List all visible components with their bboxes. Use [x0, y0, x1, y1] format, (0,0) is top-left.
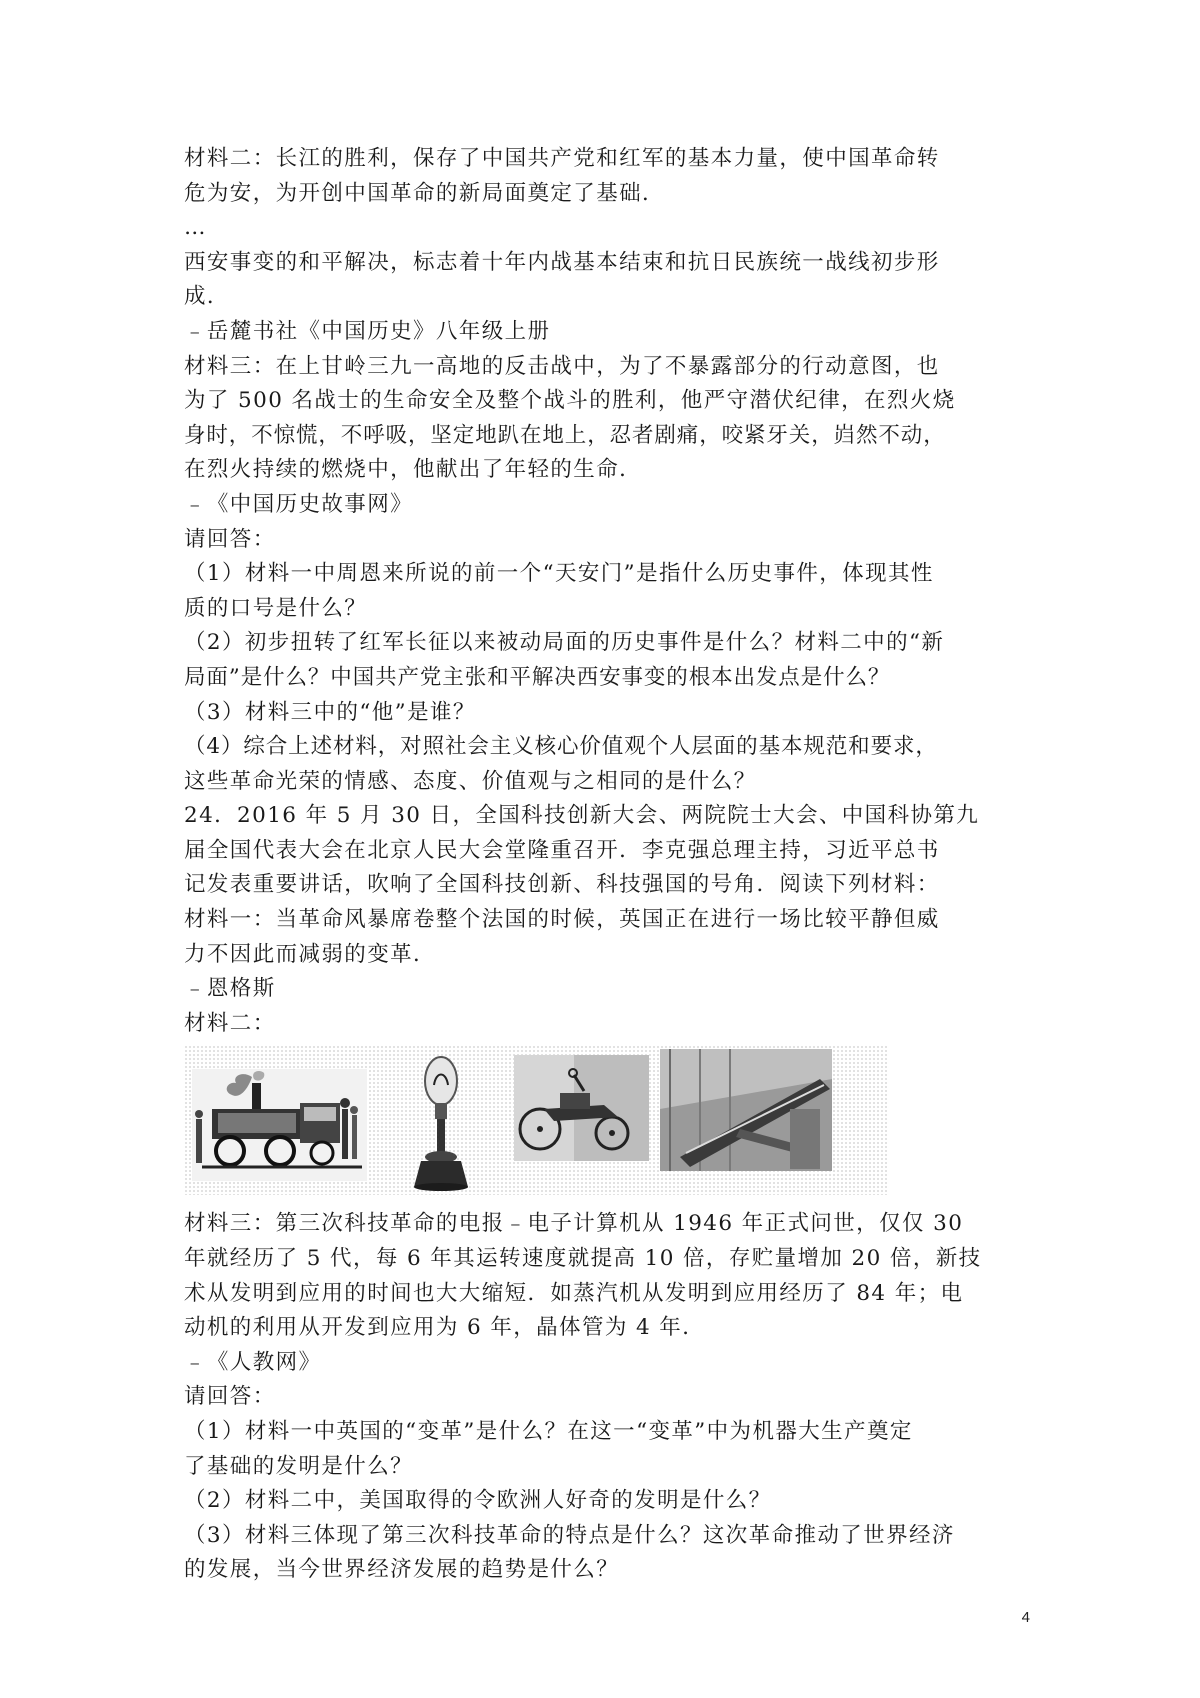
sub-question: （1）材料一中英国的“变革”是什么？在这一“变革”中为机器大生产奠定 — [184, 1419, 913, 1444]
sub-question: （4）综合上述材料，对照社会主义核心价值观个人层面的基本规范和要求， — [184, 734, 938, 760]
text-line: 材料三：在上甘岭三九一高地的反击战中，为了不暴露部分的行动意图，也 — [184, 353, 940, 379]
airplane-illustration — [660, 1049, 832, 1171]
text-line: 材料一：当革命风暴席卷整个法国的时候，英国正在进行一场比较平静但威 — [184, 907, 940, 933]
source-citation: ﹣《中国历史故事网》 — [184, 491, 414, 517]
question-prompt: 请回答： — [184, 1384, 276, 1410]
light-bulb-illustration — [406, 1051, 476, 1193]
text-line: 在烈火持续的燃烧中，他献出了年轻的生命． — [184, 457, 643, 483]
text-line: 记发表重要讲话，吹响了全国科技创新、科技强国的号角．阅读下列材料： — [184, 872, 940, 898]
sub-question: 质的口号是什么？ — [184, 595, 368, 621]
text-line: 年就经历了 5 代，每 6 年其运转速度就提高 10 倍，存贮量增加 20 倍，新技 — [184, 1246, 982, 1272]
sub-question: （1）材料一中周恩来所说的前一个“天安门”是指什么历史事件，体现其性 — [184, 561, 934, 587]
steam-locomotive-illustration — [192, 1069, 367, 1181]
text-line: 力不因此而减弱的变革． — [184, 941, 436, 967]
text-line: … — [184, 215, 207, 241]
sub-question: （2）初步扭转了红军长征以来被动局面的历史事件是什么？材料二中的“新 — [184, 630, 945, 656]
text-line: 身时，不惊慌，不呼吸，坚定地趴在地上，忍者剧痛，咬紧牙关，岿然不动， — [184, 422, 946, 448]
text-line: 材料二：长江的胜利，保存了中国共产党和红军的基本力量，使中国革命转 — [184, 146, 940, 171]
sub-question: （2）材料二中，美国取得的令欧洲人好奇的发明是什么？ — [184, 1488, 772, 1514]
text-line: 材料二： — [184, 1010, 276, 1036]
sub-question: 局面”是什么？中国共产党主张和平解决西安事变的根本出发点是什么？ — [184, 664, 891, 690]
sub-question: （3）材料三中的“他”是谁？ — [184, 699, 476, 725]
source-citation: ﹣岳麓书社《中国历史》八年级上册 — [184, 318, 551, 344]
text-line: 动机的利用从开发到应用为 6 年，晶体管为 4 年． — [184, 1315, 706, 1341]
sub-question: 的发展，当今世界经济发展的趋势是什么？ — [184, 1557, 620, 1583]
question-24-header: 24．2016 年 5 月 30 日，全国科技创新大会、两院院士大会、中国科协第九 — [184, 803, 980, 829]
sub-question: 这些革命光荣的情感、态度、价值观与之相同的是什么？ — [184, 768, 757, 794]
text-line: 届全国代表大会在北京人民大会堂隆重召开．李克强总理主持，习近平总书 — [184, 837, 940, 863]
text-line: 危为安，为开创中国革命的新局面奠定了基础． — [184, 180, 665, 206]
sub-question: 了基础的发明是什么？ — [184, 1453, 414, 1479]
early-automobile-illustration — [514, 1055, 649, 1161]
page-content — [184, 142, 1018, 1588]
question-prompt: 请回答： — [184, 526, 276, 552]
source-citation: ﹣《人教网》 — [184, 1349, 322, 1375]
page-number: 4 — [1021, 1609, 1030, 1626]
text-line: 材料三：第三次科技革命的电报﹣电子计算机从 1946 年正式问世，仅仅 30 — [184, 1211, 964, 1237]
text-line: 成． — [184, 284, 230, 310]
sub-question: （3）材料三体现了第三次科技革命的特点是什么？这次革命推动了世界经济 — [184, 1522, 955, 1548]
text-line: 西安事变的和平解决，标志着十年内战基本结束和抗日民族统一战线初步形 — [184, 249, 940, 275]
source-citation: ﹣恩格斯 — [184, 976, 276, 1002]
text-line: 为了 500 名战士的生命安全及整个战斗的胜利，他严守潜伏纪律，在烈火烧 — [184, 388, 956, 414]
text-line: 术从发明到应用的时间也大大缩短．如蒸汽机从发明到应用经历了 84 年；电 — [184, 1280, 964, 1306]
material-two-figures — [184, 1045, 1018, 1197]
